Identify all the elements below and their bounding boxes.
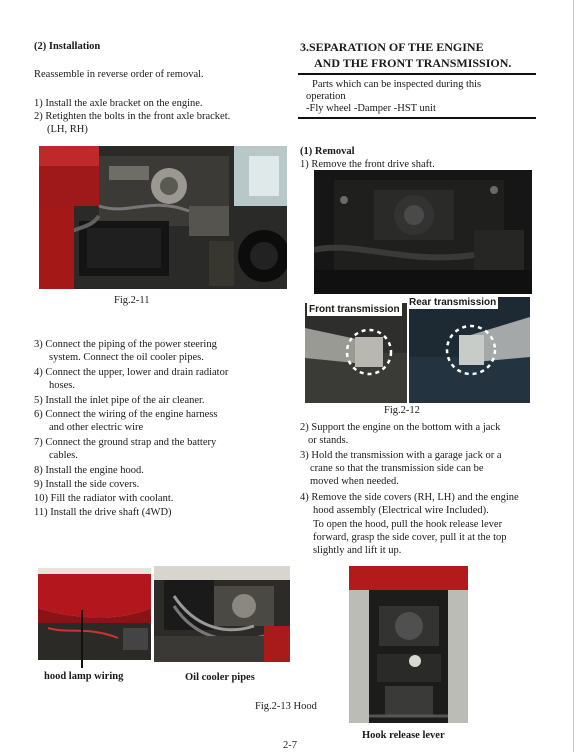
- install-step-4: 4) Connect the upper, lower and drain radiator: [34, 367, 229, 378]
- removal-step-4-cont2: To open the hood, pull the hook release lever: [313, 519, 503, 530]
- removal-step-1: 1) Remove the front drive shaft.: [300, 159, 435, 170]
- hood-lamp-arrow: [76, 610, 88, 668]
- installation-heading: (2) Installation: [34, 41, 101, 52]
- fig-2-11-caption: Fig.2-11: [114, 295, 150, 306]
- install-step-11: 11) Install the drive shaft (4WD): [34, 507, 172, 518]
- hood-lamp-photo: [38, 568, 151, 660]
- oil-cooler-photo: [154, 566, 290, 662]
- front-transmission-label: Front transmission: [309, 304, 400, 315]
- removal-step-3-cont1: crane so that the transmission side can be: [310, 463, 484, 474]
- removal-step-4-cont1: hood assembly (Electrical wire Included).: [313, 505, 489, 516]
- install-step-4-cont: hoses.: [49, 380, 75, 391]
- inspect-note-line2: operation: [306, 91, 346, 102]
- install-step-6: 6) Connect the wiring of the engine harness: [34, 409, 218, 420]
- install-step-6-cont: and other electric wire: [49, 422, 144, 433]
- removal-heading: (1) Removal: [300, 146, 355, 157]
- removal-step-4-cont4: slightly and lift it up.: [313, 545, 402, 556]
- front-transmission-photo: [305, 303, 407, 403]
- rear-transmission-photo: [409, 297, 530, 403]
- removal-step-2: 2) Support the engine on the bottom with a jack: [300, 422, 501, 433]
- install-step-10: 10) Fill the radiator with coolant.: [34, 493, 174, 504]
- install-step-7: 7) Connect the ground strap and the battery: [34, 437, 217, 448]
- install-step-5: 5) Install the inlet pipe of the air cleaner.: [34, 395, 205, 406]
- section-title-line1: 3.SEPARATION OF THE ENGINE: [300, 40, 484, 54]
- section-title-line2: AND THE FRONT TRANSMISSION.: [314, 56, 512, 70]
- inspect-underline: [298, 117, 536, 119]
- removal-step-4: 4) Remove the side covers (RH, LH) and the engine: [300, 492, 519, 503]
- title-underline: [298, 73, 536, 75]
- removal-step-2-cont: or stands.: [308, 435, 349, 446]
- hook-release-label: Hook release lever: [362, 730, 445, 741]
- rear-transmission-label: Rear transmission: [409, 297, 497, 308]
- install-step-3-cont: system. Connect the oil cooler pipes.: [49, 352, 204, 363]
- page-number: 2-7: [283, 740, 297, 751]
- fig-2-13-caption: Fig.2-13 Hood: [255, 701, 317, 712]
- removal-step-4-cont3: forward, grasp the side cover, pull it at the top: [313, 532, 507, 543]
- removal-step-3: 3) Hold the transmission with a garage jack or a: [300, 450, 502, 461]
- install-step-1: 1) Install the axle bracket on the engine.: [34, 98, 203, 109]
- install-step-7-cont: cables.: [49, 450, 78, 461]
- install-step-2-cont: (LH, RH): [47, 124, 88, 135]
- drive-shaft-photo: [314, 170, 532, 294]
- axle-bracket-photo: [39, 146, 287, 289]
- hood-lamp-label: hood lamp wiring: [44, 671, 124, 682]
- removal-step-3-cont2: moved when needed.: [310, 476, 399, 487]
- installation-intro: Reassemble in reverse order of removal.: [34, 69, 204, 80]
- page-edge-line: [573, 0, 574, 752]
- install-step-8: 8) Install the engine hood.: [34, 465, 144, 476]
- inspect-note-line3: -Fly wheel -Damper -HST unit: [306, 103, 436, 114]
- hook-release-photo: [349, 566, 468, 723]
- oil-cooler-label: Oil cooler pipes: [185, 672, 255, 683]
- fig-2-12-caption: Fig.2-12: [384, 405, 420, 416]
- install-step-9: 9) Install the side covers.: [34, 479, 140, 490]
- install-step-2: 2) Retighten the bolts in the front axle bracket.: [34, 111, 231, 122]
- install-step-3: 3) Connect the piping of the power steering: [34, 339, 217, 350]
- inspect-note-line1: Parts which can be inspected during this: [312, 79, 482, 90]
